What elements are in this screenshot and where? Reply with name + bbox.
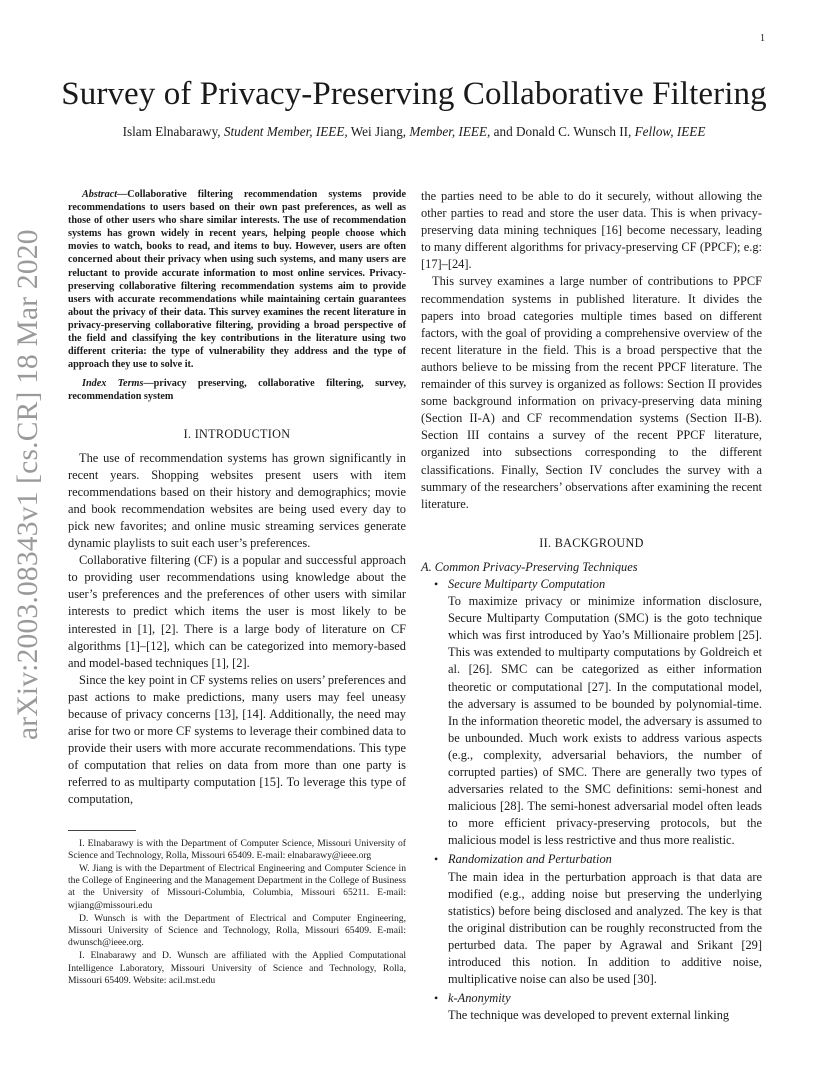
index-terms-text: —privacy preserving, collaborative filtering, survey, recommendation system (68, 378, 406, 403)
abstract-lead: Abstract (82, 189, 118, 200)
list-item (421, 851, 762, 988)
author-name: Islam Elnabarawy, (122, 124, 224, 139)
list-item-title: Secure Multiparty Computation (448, 576, 606, 591)
section-heading-introduction: I. INTRODUCTION (183, 426, 291, 441)
right-column (421, 188, 762, 1026)
list-item (421, 576, 762, 850)
author-role: Member, IEEE, (409, 124, 491, 139)
abstract (68, 188, 406, 371)
abstract-text: —Collaborative filtering recommendation systems provide recommendations to users based on their own past preferences, as well as those of other users who share similar interests. The use of recommendation systems has grown widely in recent years, helping people choose which movies to watch, books to read, and items to buy. However, users are often concerned about their privacy when using such systems, and many users are reluctant to provide accurate information to most online services. Privacy-preserving collaborative filtering recommendation systems aim to provide users with accurate recommendations while maintaining certain guarantees about the privacy of their data. This survey examines the recent literature in privacy-preserving collaborative filtering, providing a broad perspective of the field and classifying the key contributions in the literature using two different criteria: the type of vulnerability they address and the type of approach they use to solve it. (68, 189, 406, 371)
intro-paragraph-1: The use of recommendation systems has grown significantly in recent years. Shopping websites present users with item recommendations based on their history and demographics; movie and book recommendation websites are being used every day to pick new favorites; and online music streaming services generate dynamic playlists to suit each user’s preferences. (68, 450, 406, 551)
index-terms (68, 377, 406, 403)
list-item-title: Randomization and Perturbation (448, 852, 612, 867)
footnote-divider (68, 830, 136, 831)
footnote: I. Elnabarawy is with the Department of Computer Science, Missouri University of Science and Technology, Rolla, Missouri 65409. E-mail: elnabarawy@ieee.org (68, 837, 406, 861)
author-line (0, 124, 828, 140)
list-item-body: The main idea in the perturbation approach is that data are modified (e.g., adding noise but preserving the underlying statistics) before being disclosed and analyzed. The key is that the original distribution can be roughly reconstructed from the perturbed data. The paper by Agrawal and Srikant [29] introduced this notion. In addition to additive noise, multiplicative noise can also be used [30]. (448, 869, 762, 987)
bullet-icon: • (434, 991, 439, 1006)
author-role: Student Member, IEEE, (223, 124, 348, 139)
right-paragraph-2: This survey examines a large number of contributions to PPCF recommendation systems in published literature. It divides the papers into broad categories multiple times based on different factors, with the goal of providing a comprehensive overview of the recent literature in the field. This is a broad perspective that the authors believe to be missing from the recent PPCF literature. The remainder of this survey is organized as follows: Section II provides some background information on privacy-preserving data mining (Section II-A) and CF recommendation systems (Section II-B). Section III contains a survey of the recent PPCF literature, organized into subsections corresponding to the different classifications. Finally, Section IV concludes the survey with a summary of the researchers’ observations after examining the recent literature. (421, 274, 762, 511)
left-column (68, 188, 406, 988)
footnote: I. Elnabarawy and D. Wunsch are affiliated with the Applied Computational Intelligence Laboratory, Missouri University of Science and Technology, Rolla, Missouri 65409. Website: acil.mst.edu (68, 950, 406, 986)
list-item (421, 990, 762, 1024)
bullet-icon: • (434, 852, 439, 867)
list-item-title: k-Anonymity (448, 991, 511, 1006)
footnote: W. Jiang is with the Department of Electrical Engineering and Computer Science in the College of Engineering and the Management Department in the College of Business at the University of Missouri-Columbia, Columbia, Missouri 65211. E-mail: wjiang@missouri.edu (68, 862, 406, 911)
footnote: D. Wunsch is with the Department of Electrical and Computer Engineering, Missouri University of Science and Technology, Rolla, Missouri 65409. E-mail: dwunsch@ieee.org. (68, 912, 406, 949)
subsection-heading: A. Common Privacy-Preserving Techniques (421, 559, 638, 574)
list-item-body: The technique was developed to prevent external linking (448, 1008, 730, 1023)
arxiv-stamp-text: arXiv:2003.08343v1 [cs.CR] 18 Mar 2020 (12, 229, 44, 740)
author-name: Wei Jiang, (347, 124, 410, 139)
author-name: and Donald C. Wunsch II, (490, 124, 635, 139)
technique-list (421, 576, 762, 1024)
page-number: 1 (760, 33, 765, 44)
intro-paragraph-2: Collaborative filtering (CF) is a popular and successful approach to providing user recommendations using knowledge about the user’s preferences and the preferences of other users with similar interests to predict which items the user is most likely to be interested in [1], [2]. There is a large body of literature on CF algorithms [1]–[12], which can be categorized into memory-based and model-based techniques [1], [2]. (68, 553, 406, 670)
right-paragraph-1: the parties need to be able to do it securely, without allowing the other parties to read and store the user data. This is when privacy-preserving data mining techniques [16] become necessary, leading to many different algorithms for privacy-preserving CF (PPCF); e.g: [17]–[24]. (421, 189, 762, 272)
section-heading-background: II. BACKGROUND (539, 535, 644, 550)
intro-paragraph-3: Since the key point in CF systems relies on users’ preferences and past actions to make predictions, many users may feel uneasy because of privacy concerns [13], [14]. Additionally, the need may arise for two or more CF systems to leverage their combined data to provide their users with more accurate recommendations. This type of computation that relies on data from more than one party is referred to as multiparty computation [15]. To leverage this type of computation, (68, 672, 407, 807)
index-terms-lead: Index Terms (82, 378, 144, 390)
list-item-body: To maximize privacy or minimize information disclosure, Secure Multiparty Computation (SMC) is the goto technique which was first introduced by Yao’s Millionaire problem [25]. This was extended to multiparty computations by Goldreich et al. [26]. SMC can be categorized as either information theoretic or computational [27]. In the computational model, the adversary is assumed to be bounded by polynomial-time. In the information theoretic model, the adversary is assumed to be unbounded. Much work exists to address various aspects (e.g., complexity, adversarial behaviors, the number of corrupted parties) of SMC. There are generally two types of adversaries related to the SMC definitions: semi-honest and malicious [28]. The semi-honest adversarial model often leads to more efficient privacy-preserving protocols, but the malicious model is less restrictive and thus more realistic. (448, 594, 762, 848)
bullet-icon: • (434, 576, 439, 591)
author-role: Fellow, IEEE (634, 124, 706, 139)
paper-title: Survey of Privacy-Preserving Collaborative Filtering (61, 76, 767, 112)
footnotes (68, 838, 406, 987)
